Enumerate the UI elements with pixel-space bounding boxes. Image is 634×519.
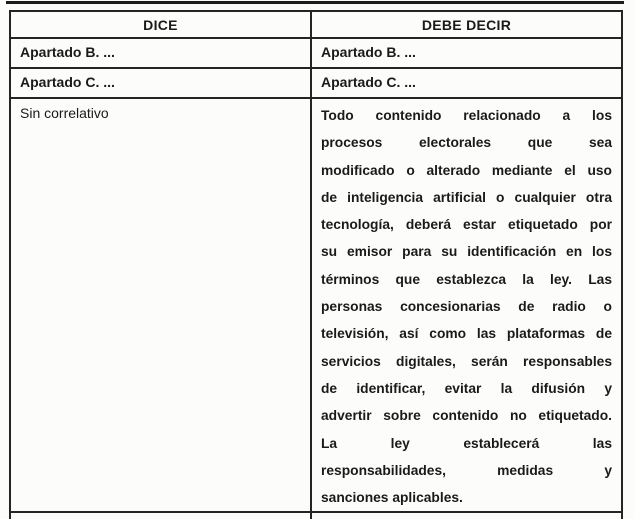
paragraph-line: Todo contenido relacionado a los [321, 108, 612, 123]
paragraph-line: procesos electorales que sea [321, 135, 612, 151]
paragraph-line: de inteligencia artificial o cualquier otra [321, 189, 612, 205]
paragraph-line: sanciones aplicables. [321, 490, 463, 506]
top-horizontal-rule [6, 1, 624, 4]
table-row-apartado-c [11, 69, 621, 99]
paragraph-line: su emisor para su identificación en los [321, 244, 612, 260]
paragraph-line: televisión, así como las plataformas de [321, 326, 612, 342]
cell-dice-apartado-b: Apartado B. ... [11, 39, 312, 67]
paragraph-line: responsabilidades, medidas y [321, 462, 612, 478]
paragraph-line: La ley establecerá las [321, 435, 612, 451]
column-header-debe-decir: DEBE DECIR [421, 17, 512, 33]
paragraph-line: servicios digitales, serán responsables [321, 353, 612, 369]
paragraph-line: modificado o alterado mediante el uso [321, 162, 612, 178]
comparison-table [9, 10, 623, 519]
paragraph-line: de identificar, evitar la difusión y [321, 380, 612, 396]
cell-dice-sin-correlativo: Sin correlativo [11, 99, 312, 511]
table-row-sin-correlativo [11, 99, 621, 513]
cell-debe-decir-apartado-b: Apartado B. ... [321, 44, 416, 60]
table-header-row [11, 12, 621, 39]
cell-debe-decir-paragraph [312, 99, 621, 511]
cell-next-partial-left [11, 513, 312, 519]
paragraph-line: personas concesionarias de radio o [321, 299, 612, 315]
paragraph-line: tecnología, deberá estar etiquetado por [321, 217, 612, 233]
table-row-next-partial [11, 513, 621, 519]
cell-dice-apartado-c: Apartado C. ... [11, 69, 312, 97]
cell-next-partial-right [312, 513, 621, 519]
paragraph-line: advertir sobre contenido no etiquetado. [321, 408, 612, 424]
paragraph-line: términos que establezca la ley. Las [321, 271, 612, 287]
table-row-apartado-b [11, 39, 621, 69]
cell-debe-decir-apartado-c: Apartado C. ... [321, 74, 416, 90]
column-header-dice: DICE [11, 12, 312, 37]
